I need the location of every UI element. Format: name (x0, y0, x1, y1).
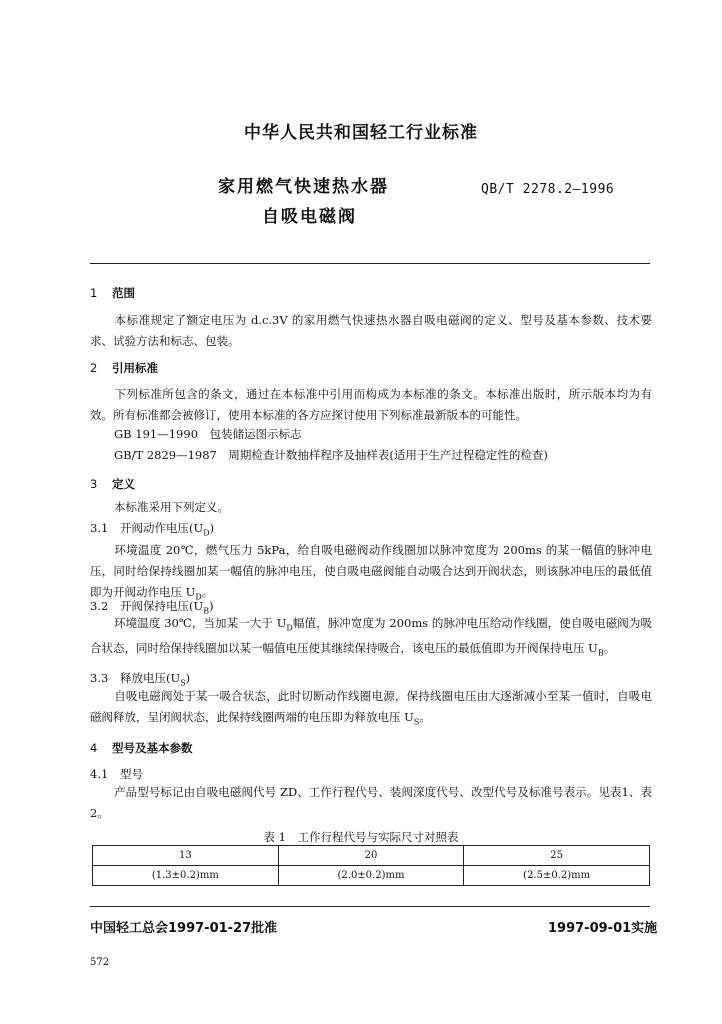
definition-3-3-paragraph (90, 686, 652, 732)
table-cell: (2.0±0.2)mm (278, 866, 464, 886)
subscript: D (203, 528, 210, 538)
paragraph-text: 产品型号标记由自吸电磁阀代号 ZD、工作行程代号、装阀深度代号、改型代号及标准号表示。见表1、表2。 (90, 785, 652, 820)
paragraph-text: 环境温度 20℃，燃气压力 5kPa，给自吸电磁阀动作线圈加以脉冲宽度为 200ms 的某一幅值的脉冲电压，同时给保持线圈加某一幅值的脉冲电压，使自吸电磁阀能自动吸合达到开阀状态，则该脉冲电压的最低值即为开阀动作电压 U (90, 543, 652, 599)
clause-4-1-heading (90, 766, 143, 782)
issuing-organization: 中华人民共和国轻工行业标准 (244, 123, 478, 143)
clause-number: 3.1 (90, 521, 109, 535)
section-1-paragraph (90, 310, 652, 352)
footer-divider (90, 906, 650, 907)
clause-title-close: ) (209, 599, 214, 613)
section-2-heading (90, 360, 158, 376)
paragraph-text: 环境温度 30℃，当加某一大于 U (114, 616, 287, 630)
table-cell: 25 (464, 846, 650, 866)
table-1-caption: 表 1 工作行程代号与实际尺寸对照表 (263, 830, 459, 844)
clause-title-close: ) (185, 671, 191, 685)
clause-title: 型号 (120, 767, 143, 781)
clause-number: 3.3 (90, 671, 109, 685)
table-cell: (1.3±0.2)mm (93, 866, 279, 886)
section-number: 2 (90, 361, 98, 375)
subscript: D (286, 623, 293, 633)
section-number: 3 (90, 477, 98, 491)
subscript: B (597, 648, 604, 658)
subscript: S (180, 678, 186, 688)
clause-4-1-paragraph (90, 782, 652, 824)
paragraph-text: 自吸电磁阀处于某一吸合状态，此时切断动作线圈电源，保持线圈电压由大逐渐减小至某一值时，自吸电磁阀释放，呈闭阀状态，此保持线圈两端的电压即为释放电压 U (90, 689, 652, 724)
paragraph-end: 。 (603, 641, 616, 656)
section-title: 范围 (112, 286, 135, 300)
clause-number: 4.1 (90, 767, 109, 781)
definition-3-3-heading (90, 670, 190, 687)
table-cell: 20 (278, 846, 464, 866)
table-row (93, 846, 650, 866)
section-title: 型号及基本参数 (112, 741, 193, 755)
paragraph-text: 本标准规定了额定电压为 d.c.3V 的家用燃气快速热水器自吸电磁阀的定义、型号及基本参数、技术要求、试验方法和标志、包装。 (90, 313, 652, 348)
section-2-paragraph (90, 384, 652, 426)
paragraph-end: 。 (419, 710, 431, 724)
subscript: B (203, 606, 210, 616)
section-3-heading (90, 476, 135, 492)
paragraph-text: 下列标准所包含的条文，通过在本标准中引用而构成为本标准的条文。本标准出版时，所示版本均为有效。所有标准都会被修订，使用本标准的各方应探讨使用下列标准最新版本的可能性。 (90, 387, 652, 422)
clause-number: 3.2 (90, 599, 109, 613)
reference-gb191: GB 191—1990 包装储运图示标志 (114, 427, 302, 441)
section-number: 1 (90, 286, 98, 300)
paragraph-end: 。 (201, 585, 214, 599)
table-row (93, 866, 650, 886)
clause-title: 开阀动作电压(U (120, 521, 204, 535)
implementation-date: 1997-09-01实施 (548, 921, 658, 936)
table-cell: 13 (93, 846, 279, 866)
section-4-heading (90, 740, 193, 756)
reference-gbt2829: GB/T 2829—1987 周期检查计数抽样程序及抽样表(适用于生产过程稳定性的检查) (114, 448, 548, 462)
document-title-line2: 自吸电磁阀 (262, 207, 357, 227)
clause-title-close: ) (209, 521, 215, 535)
subscript: D (195, 592, 202, 602)
page-number: 572 (90, 957, 110, 968)
definition-3-1-heading (90, 520, 214, 537)
section-3-intro: 本标准采用下列定义。 (114, 500, 229, 514)
paragraph-text: 幅值，脉冲宽度为 200ms 的脉冲电压给动作线圈，使自吸电磁阀为吸合状态，同时给保持线圈加以某一幅值电压使其继续保持吸合，该电压的最低值即为开阀保持电压 U (90, 616, 652, 656)
subscript: S (413, 717, 420, 727)
section-1-heading (90, 285, 135, 301)
document-title-line1: 家用燃气快速热水器 (218, 177, 389, 197)
clause-title: 开阀保持电压(U (120, 599, 204, 613)
standard-number: QB/T 2278.2—1996 (481, 182, 615, 197)
section-number: 4 (90, 741, 98, 755)
clause-title: 释放电压(U (120, 671, 181, 685)
table-cell: (2.5±0.2)mm (464, 866, 650, 886)
section-title: 定义 (112, 477, 135, 491)
definition-3-2-paragraph (90, 613, 652, 664)
header-divider (90, 263, 650, 264)
section-title: 引用标准 (112, 361, 158, 375)
approval-line: 中国轻工总会1997-01-27批准 (90, 921, 278, 936)
table-1 (92, 845, 650, 886)
